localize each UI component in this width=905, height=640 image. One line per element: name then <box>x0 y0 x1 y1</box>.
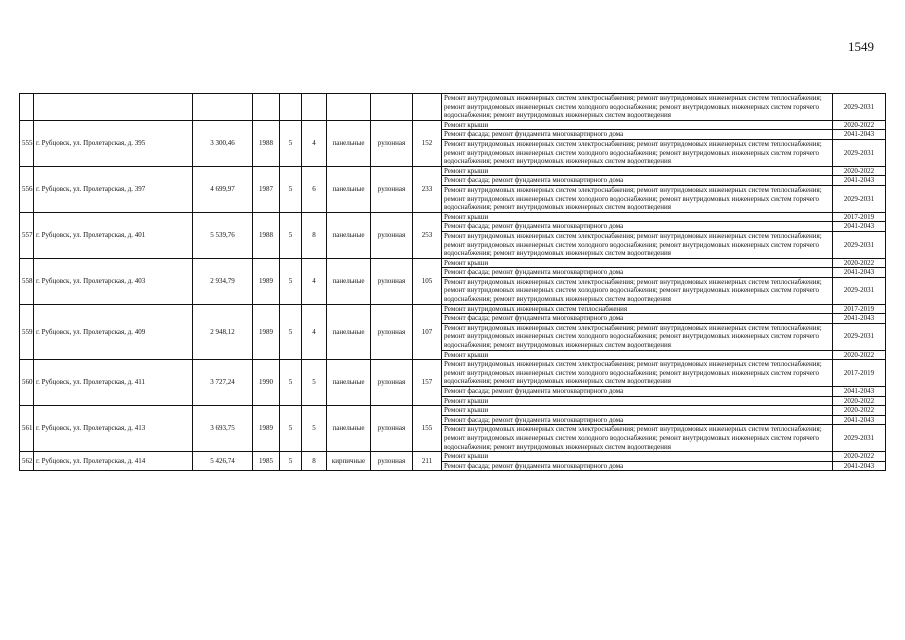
work-type-cell: Ремонт внутридомовых инженерных систем электроснабжения; ремонт внутридомовых инженерных систем теплоснабжения; ремонт внутридомовых инженерных систем холодного водоснабжения; ремонт внутридомовых инженерных систем горячего водоснабжения; ремонт внутридомовых инженерных систем водоотведения <box>442 360 833 387</box>
year-cell: 1989 <box>253 258 280 304</box>
wall-material-cell: панельные <box>327 406 371 452</box>
area-cell: 5 539,76 <box>193 212 253 258</box>
period-cell: 2041-2043 <box>833 176 886 186</box>
period-cell: 2020-2022 <box>833 350 886 360</box>
period-cell: 2020-2022 <box>833 406 886 416</box>
floors-cell: 5 <box>280 406 302 452</box>
residents-cell: 152 <box>413 120 442 166</box>
floors-cell: 5 <box>280 258 302 304</box>
wall-material-cell: панельные <box>327 212 371 258</box>
wall-material-cell: панельные <box>327 120 371 166</box>
period-cell: 2020-2022 <box>833 396 886 406</box>
period-cell: 2029-2031 <box>833 185 886 212</box>
residents-cell: 211 <box>413 452 442 471</box>
roof-type-cell: рулонная <box>371 166 413 212</box>
row-number: 561 <box>20 406 34 452</box>
entrances-cell: 8 <box>302 212 327 258</box>
work-type-cell: Ремонт фасада; ремонт фундамента многоквартирного дома <box>442 387 833 397</box>
address-cell <box>34 94 193 121</box>
address-cell: г. Рубцовск, ул. Пролетарская, д. 395 <box>34 120 193 166</box>
floors-cell: 5 <box>280 120 302 166</box>
work-type-cell: Ремонт внутридомовых инженерных систем теплоснабжения <box>442 304 833 314</box>
row-number: 558 <box>20 258 34 304</box>
table-row <box>20 304 886 314</box>
work-type-cell: Ремонт внутридомовых инженерных систем электроснабжения; ремонт внутридомовых инженерных систем теплоснабжения; ремонт внутридомовых инженерных систем холодного водоснабжения; ремонт внутридомовых инженерных систем горячего водоснабжения; ремонт внутридомовых инженерных систем водоотведения <box>442 139 833 166</box>
work-type-cell: Ремонт фасада; ремонт фундамента многоквартирного дома <box>442 314 833 324</box>
address-cell: г. Рубцовск, ул. Пролетарская, д. 397 <box>34 166 193 212</box>
period-cell: 2020-2022 <box>833 258 886 268</box>
roof-type-cell <box>371 94 413 121</box>
period-cell: 2020-2022 <box>833 120 886 130</box>
period-cell: 2017-2019 <box>833 304 886 314</box>
work-type-cell: Ремонт внутридомовых инженерных систем электроснабжения; ремонт внутридомовых инженерных систем теплоснабжения; ремонт внутридомовых инженерных систем холодного водоснабжения; ремонт внутридомовых инженерных систем горячего водоснабжения; ремонт внутридомовых инженерных систем водоотведения <box>442 231 833 258</box>
row-number: 555 <box>20 120 34 166</box>
work-type-cell: Ремонт крыши <box>442 396 833 406</box>
entrances-cell: 4 <box>302 304 327 360</box>
work-type-cell: Ремонт крыши <box>442 452 833 462</box>
residents-cell: 105 <box>413 258 442 304</box>
floors-cell <box>280 94 302 121</box>
year-cell: 1989 <box>253 304 280 360</box>
row-number: 556 <box>20 166 34 212</box>
work-type-cell: Ремонт крыши <box>442 120 833 130</box>
period-cell: 2020-2022 <box>833 452 886 462</box>
address-cell: г. Рубцовск, ул. Пролетарская, д. 411 <box>34 360 193 406</box>
wall-material-cell: панельные <box>327 166 371 212</box>
period-cell: 2029-2031 <box>833 277 886 304</box>
address-cell: г. Рубцовск, ул. Пролетарская, д. 414 <box>34 452 193 471</box>
row-number <box>20 94 34 121</box>
area-cell: 3 727,24 <box>193 360 253 406</box>
floors-cell: 5 <box>280 360 302 406</box>
period-cell: 2017-2019 <box>833 212 886 222</box>
wall-material-cell: панельные <box>327 304 371 360</box>
roof-type-cell: рулонная <box>371 406 413 452</box>
entrances-cell: 4 <box>302 258 327 304</box>
year-cell: 1990 <box>253 360 280 406</box>
entrances-cell: 4 <box>302 120 327 166</box>
row-number: 560 <box>20 360 34 406</box>
entrances-cell <box>302 94 327 121</box>
residents-cell: 253 <box>413 212 442 258</box>
area-cell: 2 948,12 <box>193 304 253 360</box>
work-type-cell: Ремонт крыши <box>442 406 833 416</box>
period-cell: 2041-2043 <box>833 222 886 232</box>
area-cell: 4 699,97 <box>193 166 253 212</box>
period-cell: 2029-2031 <box>833 94 886 121</box>
period-cell: 2029-2031 <box>833 425 886 452</box>
table-row <box>20 120 886 130</box>
period-cell: 2041-2043 <box>833 415 886 425</box>
work-type-cell: Ремонт фасада; ремонт фундамента многоквартирного дома <box>442 222 833 232</box>
work-type-cell: Ремонт внутридомовых инженерных систем электроснабжения; ремонт внутридомовых инженерных систем теплоснабжения; ремонт внутридомовых инженерных систем холодного водоснабжения; ремонт внутридомовых инженерных систем горячего водоснабжения; ремонт внутридомовых инженерных систем водоотведения <box>442 425 833 452</box>
address-cell: г. Рубцовск, ул. Пролетарская, д. 401 <box>34 212 193 258</box>
area-cell: 3 693,75 <box>193 406 253 452</box>
work-type-cell: Ремонт внутридомовых инженерных систем электроснабжения; ремонт внутридомовых инженерных систем теплоснабжения; ремонт внутридомовых инженерных систем холодного водоснабжения; ремонт внутридомовых инженерных систем горячего водоснабжения; ремонт внутридомовых инженерных систем водоотведения <box>442 323 833 350</box>
area-cell: 2 934,79 <box>193 258 253 304</box>
row-number: 557 <box>20 212 34 258</box>
work-type-cell: Ремонт внутридомовых инженерных систем электроснабжения; ремонт внутридомовых инженерных систем теплоснабжения; ремонт внутридомовых инженерных систем холодного водоснабжения; ремонт внутридомовых инженерных систем горячего водоснабжения; ремонт внутридомовых инженерных систем водоотведения <box>442 185 833 212</box>
work-type-cell: Ремонт внутридомовых инженерных систем электроснабжения; ремонт внутридомовых инженерных систем теплоснабжения; ремонт внутридомовых инженерных систем холодного водоснабжения; ремонт внутридомовых инженерных систем горячего водоснабжения; ремонт внутридомовых инженерных систем водоотведения <box>442 277 833 304</box>
table-row <box>20 406 886 416</box>
floors-cell: 5 <box>280 452 302 471</box>
wall-material-cell: кирпичные <box>327 452 371 471</box>
table-row <box>20 94 886 121</box>
period-cell: 2029-2031 <box>833 231 886 258</box>
year-cell <box>253 94 280 121</box>
period-cell: 2041-2043 <box>833 130 886 140</box>
roof-type-cell: рулонная <box>371 360 413 406</box>
work-type-cell: Ремонт фасада; ремонт фундамента многоквартирного дома <box>442 130 833 140</box>
work-type-cell: Ремонт фасада; ремонт фундамента многоквартирного дома <box>442 176 833 186</box>
period-cell: 2020-2022 <box>833 166 886 176</box>
floors-cell: 5 <box>280 304 302 360</box>
period-cell: 2041-2043 <box>833 387 886 397</box>
area-cell <box>193 94 253 121</box>
roof-type-cell: рулонная <box>371 452 413 471</box>
wall-material-cell: панельные <box>327 258 371 304</box>
residents-cell: 233 <box>413 166 442 212</box>
work-type-cell: Ремонт фасада; ремонт фундамента многоквартирного дома <box>442 415 833 425</box>
page-number: 1549 <box>848 39 874 54</box>
roof-type-cell: рулонная <box>371 212 413 258</box>
period-cell: 2041-2043 <box>833 461 886 471</box>
address-cell: г. Рубцовск, ул. Пролетарская, д. 409 <box>34 304 193 360</box>
period-cell: 2029-2031 <box>833 323 886 350</box>
year-cell: 1988 <box>253 120 280 166</box>
table-row <box>20 360 886 387</box>
period-cell: 2029-2031 <box>833 139 886 166</box>
work-type-cell: Ремонт фасада; ремонт фундамента многоквартирного дома <box>442 461 833 471</box>
roof-type-cell: рулонная <box>371 258 413 304</box>
area-cell: 3 300,46 <box>193 120 253 166</box>
entrances-cell: 8 <box>302 452 327 471</box>
table-row <box>20 452 886 462</box>
entrances-cell: 5 <box>302 360 327 406</box>
row-number: 562 <box>20 452 34 471</box>
work-type-cell: Ремонт крыши <box>442 350 833 360</box>
housing-repair-table <box>19 93 886 471</box>
year-cell: 1985 <box>253 452 280 471</box>
period-cell: 2017-2019 <box>833 360 886 387</box>
work-type-cell: Ремонт крыши <box>442 258 833 268</box>
period-cell: 2041-2043 <box>833 314 886 324</box>
roof-type-cell: рулонная <box>371 120 413 166</box>
residents-cell: 155 <box>413 406 442 452</box>
address-cell: г. Рубцовск, ул. Пролетарская, д. 413 <box>34 406 193 452</box>
period-cell: 2041-2043 <box>833 268 886 278</box>
year-cell: 1987 <box>253 166 280 212</box>
table-row <box>20 258 886 268</box>
row-number: 559 <box>20 304 34 360</box>
wall-material-cell: панельные <box>327 360 371 406</box>
year-cell: 1989 <box>253 406 280 452</box>
floors-cell: 5 <box>280 166 302 212</box>
entrances-cell: 6 <box>302 166 327 212</box>
residents-cell: 157 <box>413 360 442 406</box>
wall-material-cell <box>327 94 371 121</box>
table-row <box>20 212 886 222</box>
work-type-cell: Ремонт фасада; ремонт фундамента многоквартирного дома <box>442 268 833 278</box>
work-type-cell: Ремонт внутридомовых инженерных систем электроснабжения; ремонт внутридомовых инженерных систем теплоснабжения; ремонт внутридомовых инженерных систем холодного водоснабжения; ремонт внутридомовых инженерных систем горячего водоснабжения; ремонт внутридомовых инженерных систем водоотведения <box>442 94 833 121</box>
work-type-cell: Ремонт крыши <box>442 212 833 222</box>
floors-cell: 5 <box>280 212 302 258</box>
residents-cell <box>413 94 442 121</box>
entrances-cell: 5 <box>302 406 327 452</box>
area-cell: 5 426,74 <box>193 452 253 471</box>
work-type-cell: Ремонт крыши <box>442 166 833 176</box>
address-cell: г. Рубцовск, ул. Пролетарская, д. 403 <box>34 258 193 304</box>
table-row <box>20 166 886 176</box>
residents-cell: 107 <box>413 304 442 360</box>
roof-type-cell: рулонная <box>371 304 413 360</box>
year-cell: 1988 <box>253 212 280 258</box>
